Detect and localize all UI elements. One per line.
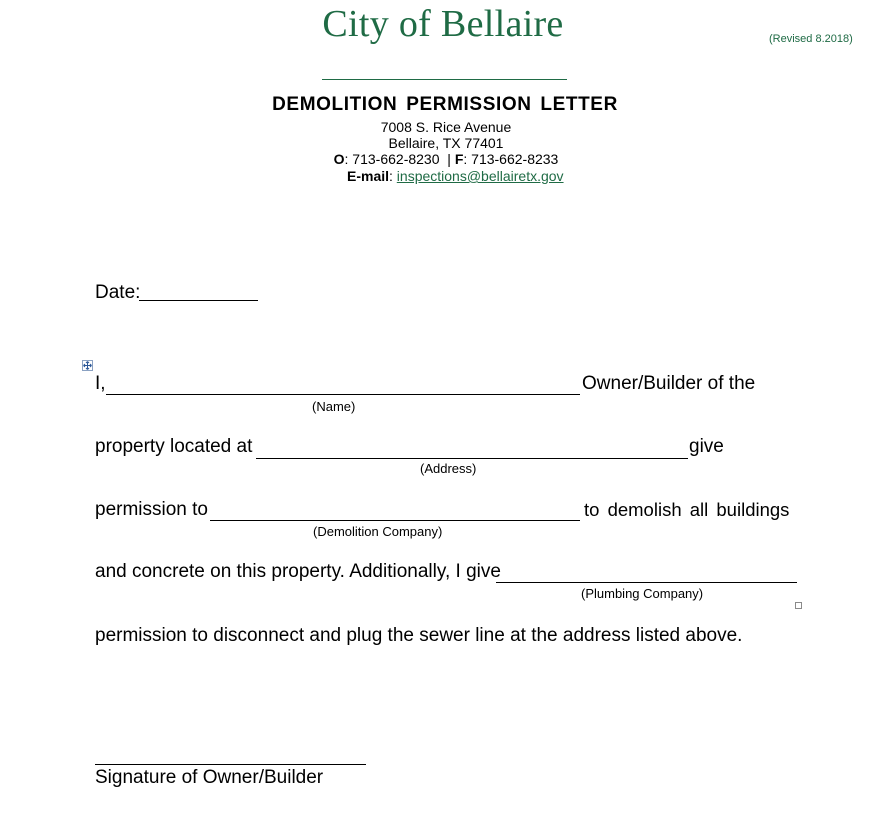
contact-phones xyxy=(0,151,886,167)
property-prefix: property located at xyxy=(95,436,253,457)
permission-prefix: permission to xyxy=(95,499,208,520)
revision-note: (Revised 8.2018) xyxy=(769,33,853,45)
fax-phone: : 713-662-8233 xyxy=(463,151,559,167)
property-suffix: give xyxy=(689,436,724,457)
concrete-text: and concrete on this property. Additionally, I give xyxy=(95,561,501,582)
document-title: DEMOLITION PERMISSION LETTER xyxy=(272,94,618,115)
address-city: Bellaire, TX 77401 xyxy=(388,135,504,151)
signature-label: Signature of Owner/Builder xyxy=(95,767,324,788)
owner-suffix: Owner/Builder of the xyxy=(582,373,756,394)
address-field[interactable] xyxy=(256,458,688,459)
plumbing-company-field[interactable] xyxy=(496,582,797,583)
date-field[interactable] xyxy=(139,300,258,301)
move-handle-icon[interactable] xyxy=(82,360,93,371)
plumbing-caption: (Plumbing Company) xyxy=(581,586,704,601)
title-rule xyxy=(322,79,567,80)
email-label: E-mail xyxy=(347,168,390,184)
owner-prefix: I, xyxy=(95,373,106,394)
resize-handle-icon[interactable] xyxy=(795,602,802,609)
email-link[interactable]: inspections@bellairetx.gov xyxy=(396,168,564,184)
contact-email xyxy=(24,168,886,184)
city-title: City of Bellaire xyxy=(322,3,564,45)
demolition-caption: (Demolition Company) xyxy=(313,524,443,539)
address-street: 7008 S. Rice Avenue xyxy=(380,119,512,135)
signature-field[interactable] xyxy=(95,764,366,765)
permission-suffix: to demolish all buildings xyxy=(584,499,790,520)
phone-separator: | xyxy=(447,151,451,167)
address-caption: (Address) xyxy=(420,461,477,476)
date-label: Date: xyxy=(95,282,141,303)
office-label: O xyxy=(333,151,345,167)
demolition-company-field[interactable] xyxy=(210,520,580,521)
email-colon: : xyxy=(389,168,393,184)
name-caption: (Name) xyxy=(312,399,356,414)
owner-name-field[interactable] xyxy=(106,394,580,395)
fax-label: F xyxy=(454,151,464,167)
sewer-text: permission to disconnect and plug the sewer line at the address listed above. xyxy=(95,625,743,646)
office-phone: : 713-662-8230 xyxy=(344,151,440,167)
